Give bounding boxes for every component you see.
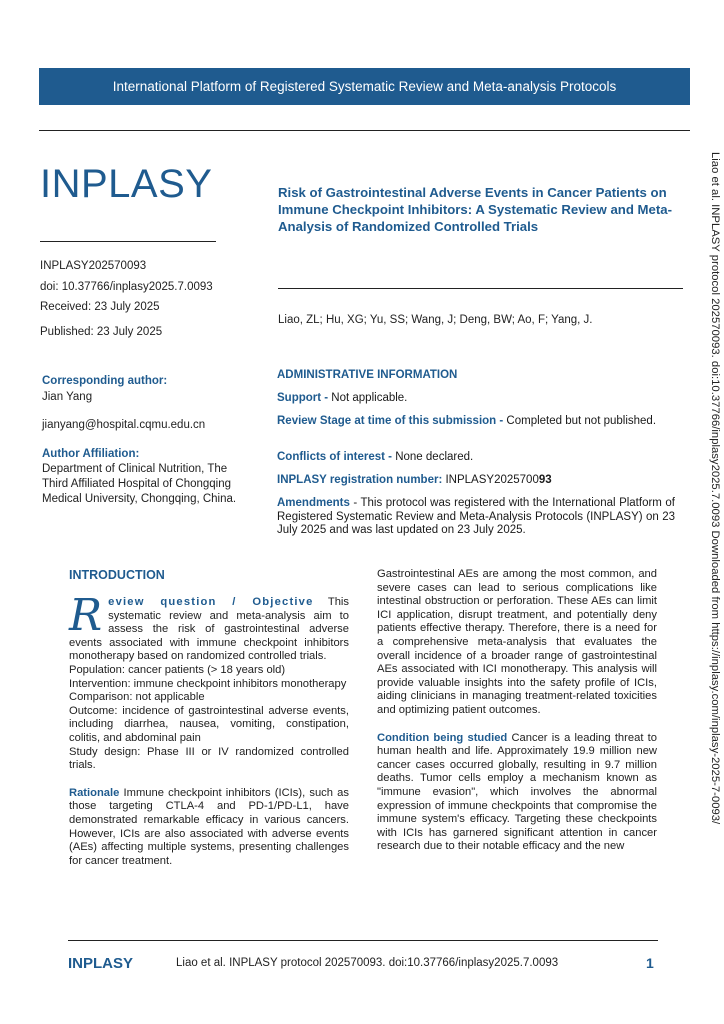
condition-label: Condition being studied [377,731,508,744]
logo-divider [40,241,216,242]
conflicts-label: Conflicts of interest - [277,451,393,463]
condition-text: Cancer is a leading threat to human health and life. Approximately 19.9 million new cancer cases occurred globally, resulting in 9.7 million deaths. Tumor cells employ a mechanism known as "immune evasion", which involves the abnormal expression of immune checkpoints that compromise the immune system's efficacy. Targeting these checkpoints with ICIs has garnered significant attention in cancer research due to their notable efficacy and the new [377,731,657,853]
comparison-line: Comparison: not applicable [69,691,205,704]
registration-number-value: INPLASY2025700 [442,474,539,486]
intervention-line: Intervention: immune checkpoint inhibitors monotherapy [69,677,347,690]
admin-heading: ADMINISTRATIVE INFORMATION [277,369,458,381]
review-question-paragraph [69,590,350,664]
rationale-paragraph [69,787,349,869]
affiliation-text: Department of Clinical Nutrition, The Third Affiliated Hospital of Chongqing Medical University, Chongqing, China. [42,463,237,505]
inplasy-logo: INPLASY [40,162,213,206]
support-value: Not applicable. [328,392,408,404]
journal-banner [39,68,690,105]
support-line [277,392,675,406]
corresponding-heading: Corresponding author: [42,375,168,387]
banner-text: International Platform of Registered Systematic Review and Meta-analysis Protocols [112,79,617,94]
rationale-label: Rationale [69,786,120,799]
outcome-line: Outcome: incidence of gastrointestinal adverse events, including diarrhea, nausea, vomiting, constipation, colitis, and abdominal pain [69,704,349,744]
footer-logo: INPLASY [68,955,134,972]
conflicts-value: None declared. [392,451,474,463]
registration-number-tail: 93 [538,474,552,486]
support-label: Support - [277,392,329,404]
conflicts-line [277,451,675,465]
title-divider [278,288,683,289]
footer-citation: Liao et al. INPLASY protocol 202570093. doi:10.37766/inplasy2025.7.0093 [176,957,559,969]
corresponding-email[interactable]: jianyang@hospital.cqmu.edu.cn [42,419,206,431]
published-date: Published: 23 July 2025 [40,326,163,338]
introduction-column [69,568,349,868]
author-list: Liao, ZL; Hu, XG; Yu, SS; Wang, J; Deng, BW; Ao, F; Yang, J. [278,314,593,326]
amendments-label: Amendments [277,497,350,509]
registration-number-label: INPLASY registration number: [277,474,443,486]
vertical-citation-note: Liao et al. INPLASY protocol 202570093. doi:10.37766/inplasy2025.7.0093 Downloaded from https://inplasy.com/inplasy-2025-7-0093/ [709,152,721,825]
amendments-line [277,497,675,538]
affiliation-heading: Author Affiliation: [42,448,140,460]
amendments-value: - This protocol was registered with the International Platform of Registered Systematic Review and Meta-Analysis Protocols (INPLASY) on 23 July 2025 and was last updated on 23 July 2025. [277,497,675,536]
article-title: Risk of Gastrointestinal Adverse Events in Cancer Patients on Immune Checkpoint Inhibitors: A Systematic Review and Meta-Analysis of Randomized Controlled Trials [278,185,672,234]
dropcap-letter: R [69,590,103,641]
population-line: Population: cancer patients (> 18 years old) [69,663,286,676]
condition-paragraph [377,732,657,854]
introduction-heading: INTRODUCTION [69,568,165,582]
study-design-line: Study design: Phase III or IV randomized controlled trials. [69,745,349,772]
gi-ae-paragraph: Gastrointestinal AEs are among the most common, and severe cases can lead to serious complications like intestinal obstruction or perforation. These AEs can limit ICI application, disrupt treatment, and potentially deny patients effective therapy. Therefore, there is a need for a comprehensive meta-analysis that evaluates the overall incidence of a broader range of gastrointestinal AEs associated with ICI monotherapy. This analysis will provide valuable insights into the safety profile of ICIs, aiding clinicians in managing treatment-related toxicities and optimizing patient outcomes. [377,568,657,716]
right-body-column [377,568,657,854]
registration-id: INPLASY202570093 [40,260,147,272]
review-stage-value: Completed but not published. [503,415,657,427]
header-divider [39,130,690,131]
review-question-label: eview question / Objective [108,596,314,608]
rationale-text: Immune checkpoint inhibitors (ICIs), such as those targeting CTLA-4 and PD-1/PD-L1, have demonstrated remarkable efficacy in various cancers. However, ICIs are also associated with adverse events (AEs) affecting multiple systems, presenting challenges for cancer treatment. [69,786,349,867]
received-date: Received: 23 July 2025 [40,301,160,313]
page-number: 1 [646,955,654,971]
review-stage-label: Review Stage at time of this submission - [277,415,504,427]
review-question-text: This systematic review and meta-analysis aim to assess the risk of gastrointestinal adverse events associated with immune checkpoint inhibitors monotherapy based on randomized controlled trials. [69,596,350,663]
footer-divider [68,940,658,941]
corresponding-name: Jian Yang [42,391,93,403]
registration-number-line [277,474,675,488]
doi-link[interactable]: doi: 10.37766/inplasy2025.7.0093 [40,281,213,293]
review-stage-line [277,415,675,429]
